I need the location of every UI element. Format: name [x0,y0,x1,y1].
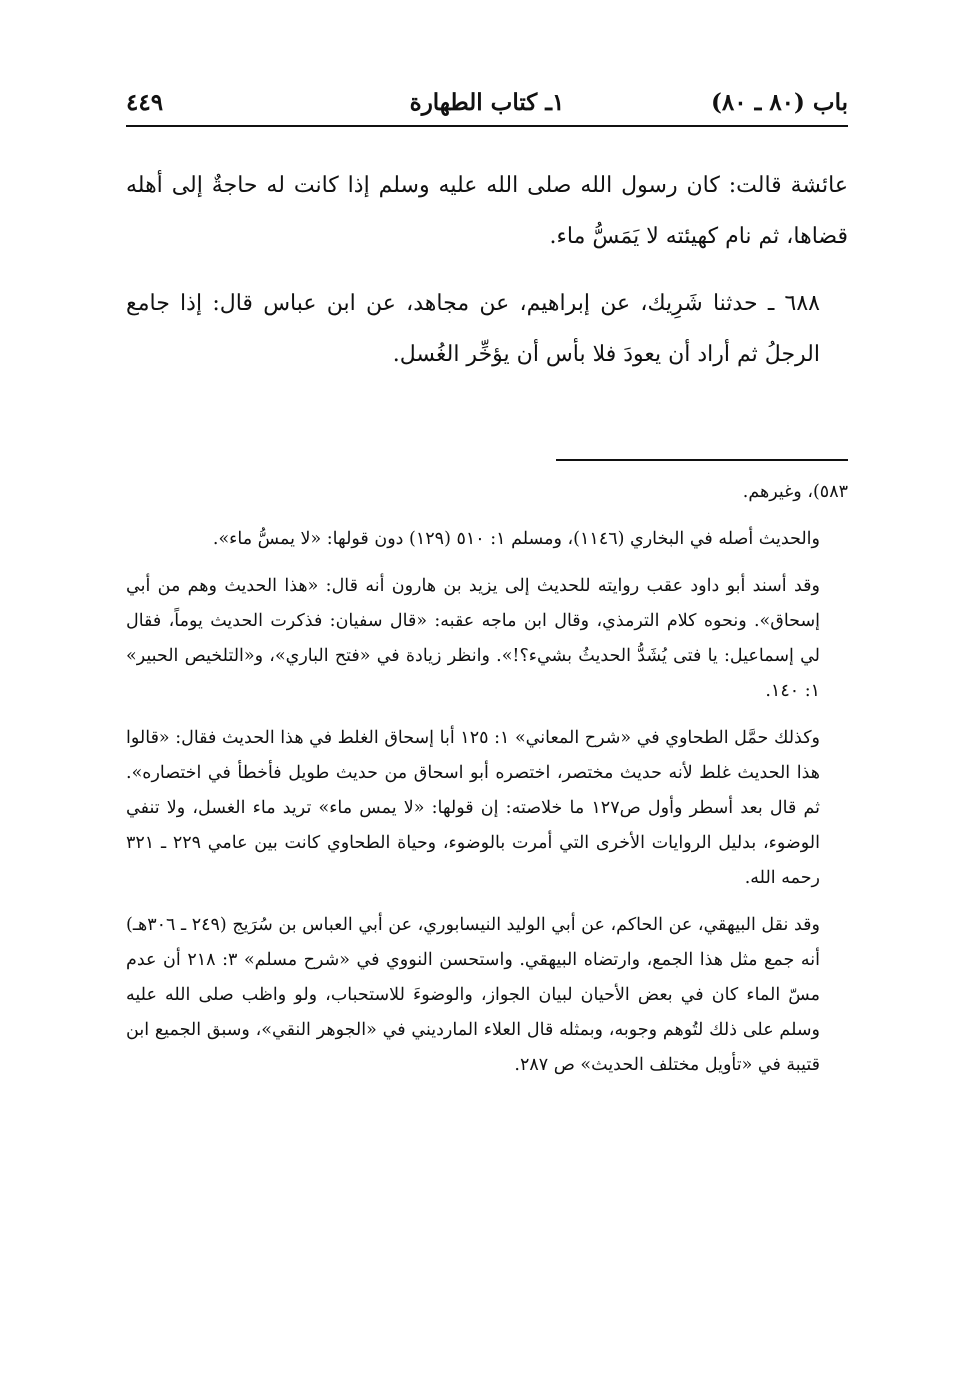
footnote-paragraph: وقد أسند أبو داود عقب روايته للحديث إلى يزيد بن هارون أنه قال: «هذا الحديث وهم من أبي إسحاق». ونحوه كلام الترمذي، وقال ابن ماجه عقبه: «قال سفيان: فذكرت الحديث يوماً، فقال لي إسماعيل: يا فتى يُشَدُّ الحديثُ بشيء؟!». وانظر زيادة في «فتح الباري»، و«التلخيص الحبير» ١: ١٤٠. [126,576,820,701]
header-divider [126,125,848,127]
main-paragraph-2 [126,278,848,380]
hadith-number: ٦٨٨ ـ [767,291,820,316]
footnote-paragraph: وقد نقل البيهقي، عن الحاكم، عن أبي الوليد النيسابوري، عن أبي العباس بن سُرَيج (٢٤٩ ـ ٣٠٦هـ) أنه جمع مثل هذا الجمع، وارتضاه البيهقي. واستحسن النووي في «شرح مسلم» ٣: ٢١٨ أن عدم مسّ الماء كان في بعض الأحيان لبيان الجواز، والوضوءَ للاستحباب، ولو واظب صلى الله عليه وسلم على ذلك لتُوهم وجوبه، وبمثله قال العلاء المارديني في «الجوهر النقي»، وسبق الجميع ابن قتيبة في «تأويل مختلف الحديث» ص ٢٨٧. [126,915,820,1075]
footnote-divider [556,459,848,461]
main-paragraph-1: عائشة قالت: كان رسول الله صلى الله عليه وسلم إذا كانت له حاجةٌ إلى أهله قضاها، ثم نام كهيئته لا يَمَسُّ ماء. [126,173,848,249]
main-text [126,160,848,380]
page-number: ٤٤٩ [126,88,164,116]
footnote-paragraph: والحديث أصله في البخاري (١١٤٦)، ومسلم ١: ٥١٠ (١٢٩) دون قولها: «لا يمسُّ ماء». [212,529,820,549]
footnotes [126,475,848,1095]
footnote-paragraph: وكذلك حمَّل الطحاوي في «شرح المعاني» ١: ١٢٥ أبا إسحاق الغلط في هذا الحديث فقال: «قالوا هذا الحديث غلط لأنه حديث مختصر، اختصره أبو اسحاق من حديث طويل فأخطأ في اختصاره». ثم قال بعد أسطر وأول ص١٢٧ ما خلاصته: إن قولها: «لا يمس ماء» تريد ماء الغسل، ولا تنفي الوضوء، بدليل الروايات الأخرى التي أمرت بالوضوء، وحياة الطحاوي كانت بين عامي ٢٢٩ ـ ٣٢١ رحمه الله. [126,728,821,888]
page-header [126,82,848,122]
book-title: ١ـ كتاب الطهارة [409,88,565,116]
chapter-label: باب (٨٠ ـ ٨٠) [710,88,848,116]
hadith-text: حدثنا شَرِيك، عن إبراهيم، عن مجاهد، عن ابن عباس قال: إذا جامع الرجلُ ثم أراد أن يعودَ فلا بأس أن يؤخِّر الغُسل. [126,291,820,367]
footnote-continuation: ٥٨٣)، وغيرهم. [742,482,848,502]
